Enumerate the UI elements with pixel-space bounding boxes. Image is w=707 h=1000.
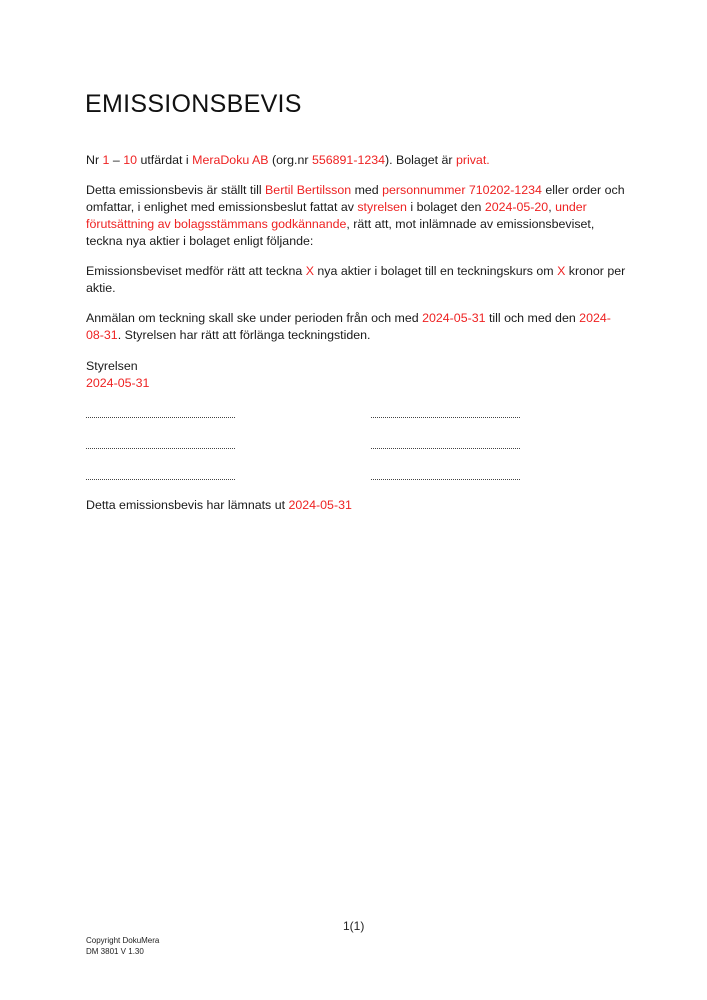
period-end-date: 2024-08-31	[86, 311, 611, 342]
text: med	[351, 183, 383, 197]
subscription-price: X	[557, 264, 566, 278]
from-number: 1	[102, 153, 110, 167]
text: kronor per aktie.	[86, 264, 626, 295]
text: Anmälan om teckning skall ske under perioden från och med	[86, 311, 423, 325]
text: nya aktier i bolaget till en teckningskurs om	[313, 264, 558, 278]
board-date: 2024-05-31	[86, 376, 150, 390]
text: Detta emissionsbevis är ställt till	[86, 183, 266, 197]
signature-line	[86, 479, 235, 480]
issuance-paragraph	[86, 152, 626, 169]
text: ). Bolaget är	[385, 153, 456, 167]
text: utfärdat i	[137, 153, 193, 167]
board-signature-block	[86, 358, 626, 392]
subscription-period-paragraph	[86, 310, 626, 344]
footer	[86, 935, 159, 957]
issued-date: 2024-05-31	[288, 498, 352, 512]
approval-condition: under förutsättning av bolagsstämmans godkännande	[86, 200, 587, 231]
text: ,	[548, 200, 556, 214]
company-name: MeraDoku AB	[192, 153, 269, 167]
period-start-date: 2024-05-31	[422, 311, 486, 325]
share-count: X	[305, 264, 314, 278]
text: . Styrelsen har rätt att förlänga teckningstiden.	[117, 328, 371, 342]
org-number: 556891-1234	[311, 153, 386, 167]
signature-line	[86, 448, 235, 449]
text: eller order och omfattar, i enlighet med emissionsbeslut fattat av	[86, 183, 625, 214]
document-title: EMISSIONSBEVIS	[85, 90, 302, 118]
company-type: privat.	[455, 153, 490, 167]
board-label: Styrelsen	[86, 359, 138, 373]
text: (org.nr	[268, 153, 312, 167]
personal-id-number: personnummer 710202-1234	[382, 183, 542, 197]
text: , rätt att, mot inlämnade av emissionsbeviset, teckna nya aktier i bolaget enligt följande:	[86, 217, 595, 248]
version-text: DM 3801 V 1.30	[86, 947, 144, 956]
decision-date: 2024-05-20	[484, 200, 549, 214]
text: Emissionsbeviset medför rätt att teckna	[86, 264, 306, 278]
text: i bolaget den	[406, 200, 485, 214]
copyright-text: Copyright DokuMera	[86, 936, 160, 945]
text: –	[109, 153, 124, 167]
signature-line	[86, 417, 235, 418]
signature-line	[371, 417, 520, 418]
signature-line	[371, 479, 520, 480]
holder-paragraph	[86, 182, 626, 250]
text: Detta emissionsbevis har lämnats ut	[86, 498, 289, 512]
to-number: 10	[123, 153, 138, 167]
decided-by: styrelsen	[357, 200, 407, 214]
signature-line	[371, 448, 520, 449]
holder-name: Bertil Bertilsson	[265, 183, 352, 197]
issued-statement	[86, 497, 626, 514]
page-number: 1(1)	[343, 919, 365, 933]
subscription-terms-paragraph	[86, 263, 626, 297]
text: Nr	[86, 153, 103, 167]
text: till och med den	[485, 311, 580, 325]
